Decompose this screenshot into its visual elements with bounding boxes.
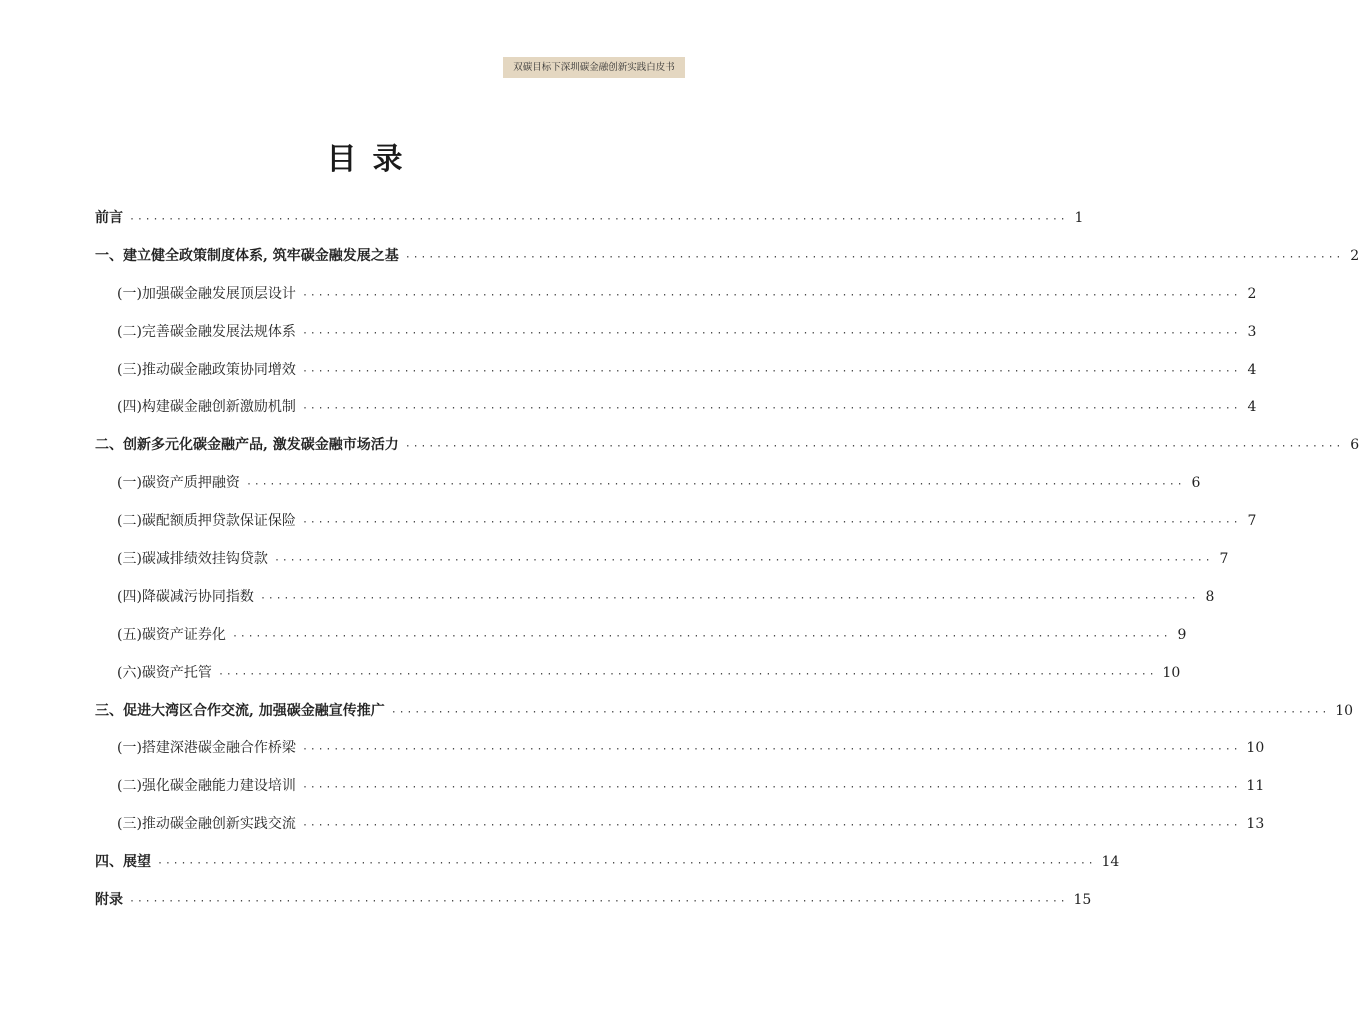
toc-section-entry[interactable] <box>95 357 1257 395</box>
toc-section-entry[interactable] <box>95 319 1257 357</box>
toc-entry-title: (五)碳资产证券化 <box>117 626 226 643</box>
toc-page-number: 10 <box>1335 702 1354 719</box>
toc-dot-leader: ························································································································ <box>390 706 1330 718</box>
toc-dot-leader: ························································································································ <box>301 289 1241 301</box>
toc-entry-title: (一)加强碳金融发展顶层设计 <box>117 285 296 302</box>
toc-page-number: 15 <box>1073 892 1092 909</box>
toc-section-entry[interactable] <box>95 394 1257 432</box>
toc-entry-title: (二)完善碳金融发展法规体系 <box>117 323 296 340</box>
header-title-badge: 双碳目标下深圳碳金融创新实践白皮书 <box>503 57 685 78</box>
toc-dot-leader: ························································································································ <box>301 327 1241 339</box>
toc-entry-title: (一)碳资产质押融资 <box>117 475 240 492</box>
toc-chapter-entry[interactable] <box>95 887 1092 925</box>
toc-dot-leader: ························································································································ <box>231 630 1171 642</box>
toc-page-number: 7 <box>1219 551 1229 568</box>
toc-entry-title: (二)碳配额质押贷款保证保险 <box>117 513 296 530</box>
toc-entry-title: (三)推动碳金融政策协同增效 <box>117 361 296 378</box>
toc-dot-leader: ························································································································ <box>273 555 1213 567</box>
toc-entry-title: (一)搭建深港碳金融合作桥梁 <box>117 740 296 757</box>
toc-list <box>95 205 1359 925</box>
toc-page-number: 4 <box>1247 399 1257 416</box>
toc-dot-leader: ························································································································ <box>301 744 1241 756</box>
toc-page-number: 7 <box>1247 513 1257 530</box>
toc-page-number: 2 <box>1350 247 1359 264</box>
toc-dot-leader: ························································································································ <box>301 365 1241 377</box>
toc-section-entry[interactable] <box>95 773 1265 811</box>
toc-dot-leader: ························································································································ <box>301 403 1241 415</box>
toc-entry-title: (四)构建碳金融创新激励机制 <box>117 399 296 416</box>
toc-entry-title: 前言 <box>95 210 123 226</box>
toc-entry-title: 二、创新多元化碳金融产品, 激发碳金融市场活力 <box>95 437 399 454</box>
toc-dot-leader: ························································································································ <box>259 592 1199 604</box>
toc-dot-leader: ························································································································ <box>301 782 1241 794</box>
toc-chapter-entry[interactable] <box>95 243 1359 281</box>
toc-page-number: 2 <box>1247 285 1257 302</box>
toc-dot-leader: ························································································································ <box>245 479 1185 491</box>
toc-section-entry[interactable] <box>95 281 1257 319</box>
toc-entry-title: (六)碳资产托管 <box>117 664 212 681</box>
toc-section-entry[interactable] <box>95 811 1265 849</box>
toc-section-entry[interactable] <box>95 584 1215 622</box>
toc-page-number: 6 <box>1191 475 1201 492</box>
toc-page-number: 10 <box>1162 664 1181 681</box>
toc-page-number: 1 <box>1074 210 1084 226</box>
toc-page-number: 4 <box>1247 361 1257 378</box>
toc-page-number: 10 <box>1246 740 1265 757</box>
toc-entry-title: 一、建立健全政策制度体系, 筑牢碳金融发展之基 <box>95 247 399 264</box>
toc-section-entry[interactable] <box>95 622 1187 660</box>
toc-page-number: 11 <box>1246 778 1265 795</box>
toc-page-number: 8 <box>1205 588 1215 605</box>
toc-dot-leader: ························································································································ <box>301 517 1241 529</box>
toc-chapter-entry[interactable] <box>95 698 1354 736</box>
toc-entry-title: (三)推动碳金融创新实践交流 <box>117 816 296 833</box>
toc-page-number: 6 <box>1350 437 1359 454</box>
toc-section-entry[interactable] <box>95 546 1229 584</box>
toc-page-number: 3 <box>1247 323 1257 340</box>
toc-dot-leader: ························································································································ <box>129 896 1068 908</box>
toc-dot-leader: ························································································································ <box>404 251 1344 263</box>
toc-chapter-entry[interactable] <box>95 432 1359 470</box>
toc-dot-leader: ························································································································ <box>404 441 1344 453</box>
toc-page-number: 13 <box>1246 816 1265 833</box>
toc-section-entry[interactable] <box>95 508 1257 546</box>
toc-chapter-entry[interactable] <box>95 205 1084 243</box>
toc-page-number: 14 <box>1101 854 1120 871</box>
toc-dot-leader: ························································································································ <box>157 858 1096 870</box>
toc-dot-leader: ························································································································ <box>217 668 1157 680</box>
toc-section-entry[interactable] <box>95 470 1201 508</box>
toc-dot-leader: ························································································································ <box>129 214 1068 225</box>
toc-chapter-entry[interactable] <box>95 849 1120 887</box>
toc-entry-title: (三)碳减排绩效挂钩贷款 <box>117 551 268 568</box>
toc-dot-leader: ························································································································ <box>301 820 1241 832</box>
toc-entry-title: 三、促进大湾区合作交流, 加强碳金融宣传推广 <box>95 702 385 719</box>
toc-entry-title: 附录 <box>95 892 123 909</box>
toc-section-entry[interactable] <box>95 660 1181 698</box>
toc-section-entry[interactable] <box>95 735 1265 773</box>
toc-entry-title: 四、展望 <box>95 854 151 871</box>
toc-page-number: 9 <box>1177 626 1187 643</box>
toc-entry-title: (二)强化碳金融能力建设培训 <box>117 778 296 795</box>
toc-entry-title: (四)降碳减污协同指数 <box>117 588 254 605</box>
toc-title: 目录 <box>326 142 419 177</box>
